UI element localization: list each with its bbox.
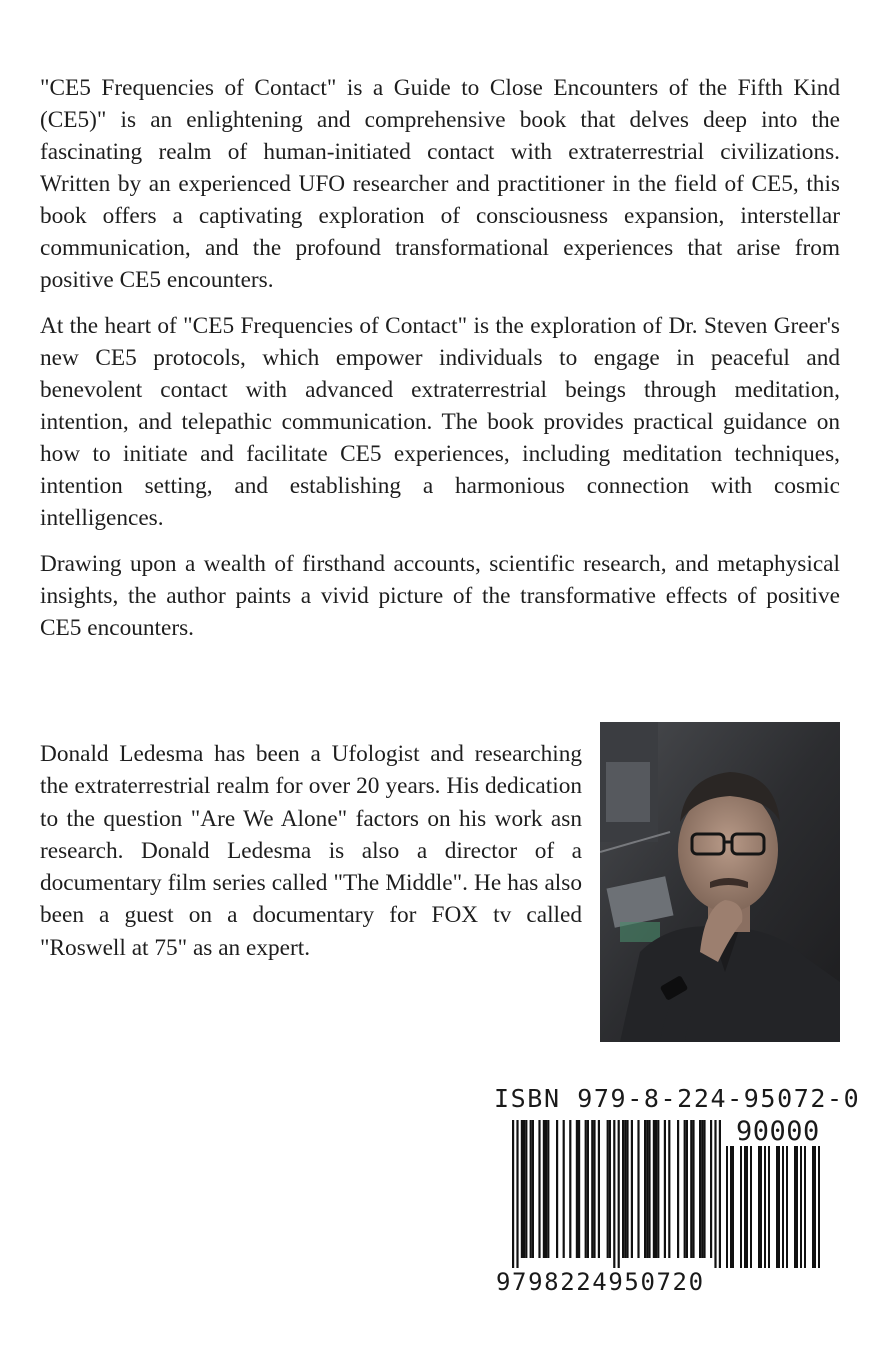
barcode-bar: [523, 1120, 525, 1258]
book-description: [40, 72, 840, 658]
barcode-bar: [710, 1120, 712, 1258]
addon-bar: [760, 1146, 762, 1268]
addon-bar: [812, 1146, 814, 1268]
barcode-bar: [543, 1120, 545, 1258]
barcode-bar: [538, 1120, 540, 1258]
author-bio: Donald Ledesma has been a Ufologist and researching the extraterrestrial realm for over 20 years. His dedication to the question "Are We Alone" factors on his work asn research. Donald Ledesma is also a director of a documentary film series called "The Middle". He has also been a guest on a documentary for FOX tv called "Roswell at 75" as an expert.: [40, 741, 582, 961]
addon-bars: [726, 1146, 820, 1268]
barcode-bar: [664, 1120, 666, 1258]
addon-bar: [776, 1146, 778, 1268]
barcode-bar: [699, 1120, 701, 1258]
description-paragraph-3: Drawing upon a wealth of firsthand accounts, scientific research, and metaphysical insights, the author paints a vivid picture of the transformative effects of positive CE5 encounters.: [40, 551, 840, 641]
barcode-bar: [655, 1120, 657, 1258]
addon-bar: [814, 1146, 816, 1268]
barcode-bar: [622, 1120, 624, 1258]
barcode-bar: [626, 1120, 628, 1258]
barcode-bar: [609, 1120, 611, 1258]
addon-bar: [778, 1146, 780, 1268]
addon-bar: [746, 1146, 748, 1268]
barcode-bar: [690, 1120, 692, 1258]
barcode-bar: [637, 1120, 639, 1258]
addon-bar: [782, 1146, 784, 1268]
addon-bar: [804, 1146, 806, 1268]
addon-bar: [818, 1146, 820, 1268]
addon-bar: [740, 1146, 742, 1268]
barcode-bar: [684, 1120, 686, 1258]
barcode-bar: [530, 1120, 532, 1258]
barcode-bar: [516, 1120, 518, 1268]
addon-bar: [800, 1146, 802, 1268]
barcode-bar: [703, 1120, 705, 1258]
barcode-bar: [686, 1120, 688, 1258]
isbn-label: ISBN 979-8-224-95072-0: [494, 1084, 861, 1113]
addon-bar: [768, 1146, 770, 1268]
addon-bar: [796, 1146, 798, 1268]
addon-bar: [794, 1146, 796, 1268]
barcode-bar: [578, 1120, 580, 1258]
barcode-bar: [525, 1120, 527, 1258]
barcode-bar: [607, 1120, 609, 1258]
barcode-bar: [591, 1120, 593, 1258]
barcode-bar: [624, 1120, 626, 1258]
author-photo: [600, 722, 840, 1042]
barcode-bar: [644, 1120, 646, 1258]
barcode-bar: [587, 1120, 589, 1258]
addon-bar: [730, 1146, 732, 1268]
addon-bar: [726, 1146, 728, 1268]
barcode-bar: [677, 1120, 679, 1258]
barcode-bar: [668, 1120, 670, 1258]
barcode-digits: 9798224950720: [496, 1268, 705, 1296]
barcode-bar: [646, 1120, 648, 1258]
barcode-bar: [593, 1120, 595, 1258]
barcode-bar: [598, 1120, 600, 1258]
barcode-bar: [512, 1120, 514, 1268]
barcode-bar: [613, 1120, 615, 1268]
barcode-bar: [701, 1120, 703, 1258]
barcode-bar: [648, 1120, 650, 1258]
barcode-bar: [618, 1120, 620, 1268]
barcode-bar: [576, 1120, 578, 1258]
author-portrait-icon: [600, 722, 840, 1042]
barcode-bar: [657, 1120, 659, 1258]
barcode-bar: [547, 1120, 549, 1258]
ean13-bars: [512, 1120, 721, 1268]
barcode-bar: [719, 1120, 721, 1268]
price-code: 90000: [736, 1116, 820, 1147]
description-paragraph-1: "CE5 Frequencies of Contact" is a Guide to Close Encounters of the Fifth Kind (CE5)" is an enlightening and comprehensive book that delves deep into the fascinating realm of human-initiated contact with extraterrestrial civilizations. Written by an experienced UFO researcher and practitioner in the field of CE5, this book offers a captivating exploration of consciousness expansion, interstellar communication, and the profound transformational experiences that arise from positive CE5 encounters.: [40, 75, 840, 293]
barcode-bar: [653, 1120, 655, 1258]
addon-bar: [764, 1146, 766, 1268]
barcode-bar: [569, 1120, 571, 1258]
addon-bar: [744, 1146, 746, 1268]
description-paragraph-2: At the heart of "CE5 Frequencies of Contact" is the exploration of Dr. Steven Greer's new CE5 protocols, which empower individuals to engage in peaceful and benevolent contact with advanced extraterrestrial beings through meditation, intention, and telepathic communication. The book provides practical guidance on how to initiate and facilitate CE5 experiences, including meditation techniques, intention setting, and establishing a harmonious connection with cosmic intelligences.: [40, 313, 840, 531]
addon-bar: [786, 1146, 788, 1268]
barcode-bar: [714, 1120, 716, 1268]
barcode-bar: [556, 1120, 558, 1258]
barcode-bar: [532, 1120, 534, 1258]
barcode-bar: [692, 1120, 694, 1258]
barcode-bar: [631, 1120, 633, 1258]
barcode-bar: [545, 1120, 547, 1258]
addon-bar: [732, 1146, 734, 1268]
addon-bar: [750, 1146, 752, 1268]
addon-bar: [758, 1146, 760, 1268]
barcode-bar: [563, 1120, 565, 1258]
barcode-bar: [521, 1120, 523, 1258]
barcode-bar: [585, 1120, 587, 1258]
